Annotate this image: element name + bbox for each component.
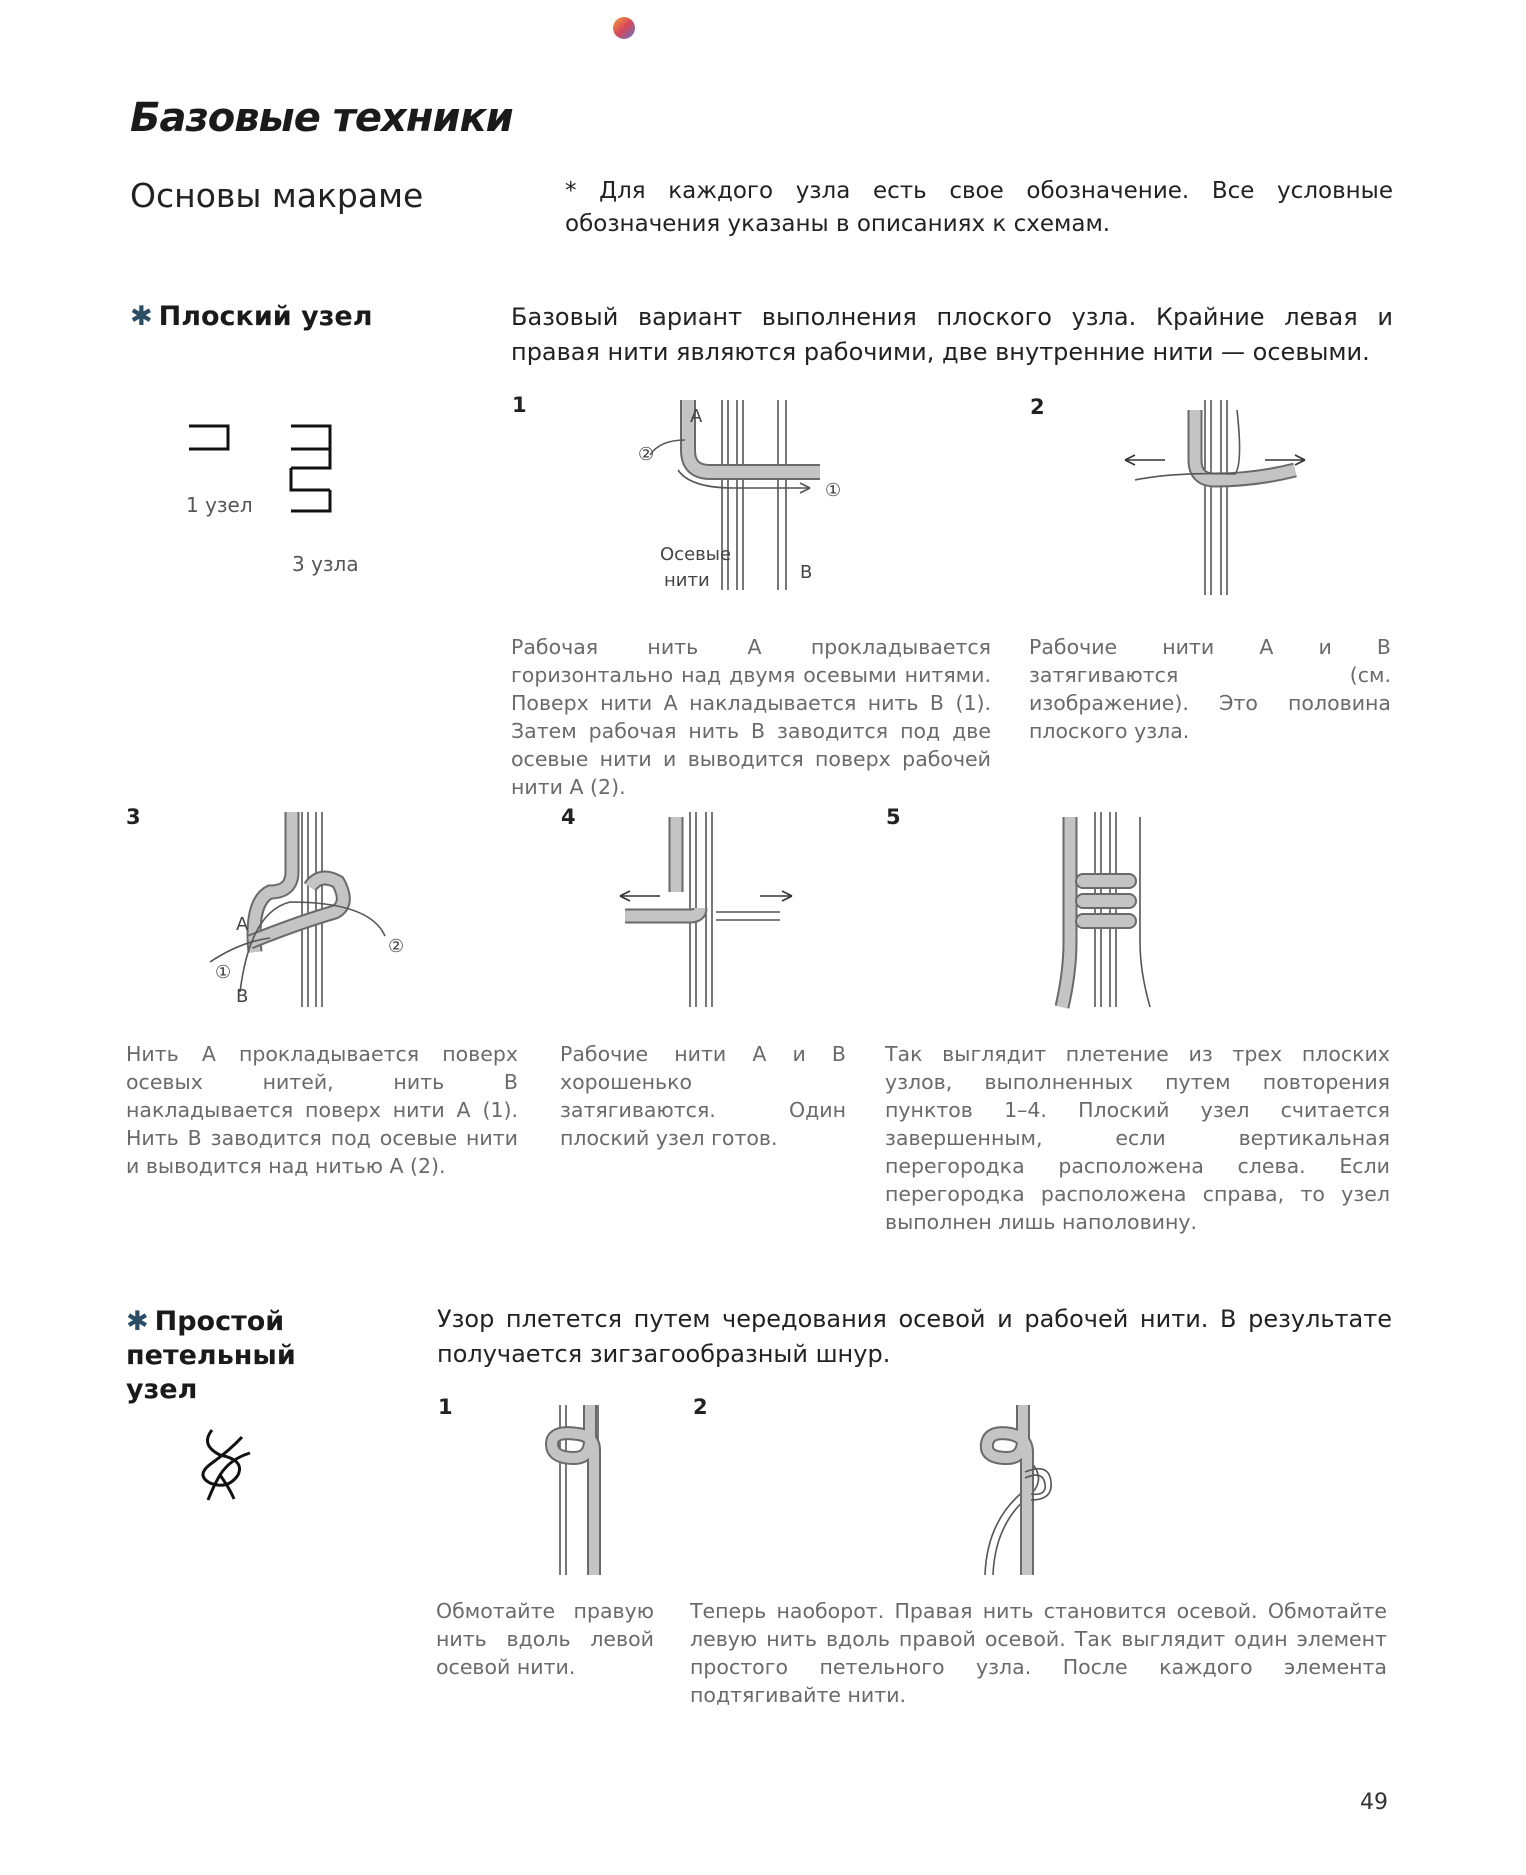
half-hitch-intro: Узор плетется путем чередования осевой и рабочей нити. В результате получается зигзагообразный шнур. bbox=[437, 1305, 1392, 1368]
step-number: 1 bbox=[438, 1395, 453, 1419]
flat-knot-step2-diagram bbox=[1125, 400, 1325, 600]
step3-caption: Нить А прокладывается поверх осевых нитей, нить В накладывается поверх нити А (1). Нить В заводится под осевые нити и выводится над нитью А (2). bbox=[126, 1042, 518, 1178]
page-number: 49 bbox=[1360, 1790, 1388, 1815]
step5-caption: Так выглядит плетение из трех плоских узлов, выполненных путем повторения пунктов 1–4. Плоский узел считается завершенным, если вертикальная перегородка расположена слева. Если перегородка расположена справа, то узел выполнен лишь наполовину. bbox=[885, 1042, 1390, 1234]
step-number: 5 bbox=[886, 805, 901, 829]
subtitle: Основы макраме bbox=[130, 176, 424, 215]
mark-1: ① bbox=[825, 480, 842, 501]
symbol-three-label: 3 узла bbox=[292, 552, 359, 576]
flat-knot-intro: Базовый вариант выполнения плоского узла. Крайние левая и правая нити являются рабочими, две внутренние нити — осевыми. bbox=[511, 303, 1393, 366]
step-number: 3 bbox=[126, 805, 141, 829]
flat-knot-step3-diagram bbox=[210, 812, 430, 1012]
symbols-note: * Для каждого узла есть свое обозначение. Все условные обозначения указаны в описаниях к схемам. bbox=[565, 178, 1393, 237]
half-hitch-step2-caption: Теперь наоборот. Правая нить становится осевой. Обмотайте левую нить вдоль правой осевой. Так выглядит один элемент простого петельного узла. После каждого элемента подтягивайте нити. bbox=[690, 1599, 1387, 1707]
half-hitch-step2-diagram bbox=[965, 1400, 1075, 1580]
step-number: 1 bbox=[512, 393, 527, 417]
half-hitch-step1-caption: Обмотайте правую нить вдоль левой осевой нити. bbox=[436, 1599, 654, 1679]
step-number: 2 bbox=[1030, 395, 1045, 419]
page-title: Базовые техники bbox=[130, 95, 513, 141]
star-icon: ✱ bbox=[126, 1306, 149, 1337]
mark-2: ② bbox=[638, 444, 655, 465]
flat-knot-step4-diagram bbox=[620, 812, 800, 1012]
flat-knot-title: ✱ Плоский узел bbox=[130, 301, 373, 332]
half-hitch-title: ✱ Простой петельный узел bbox=[126, 1306, 296, 1405]
label-a: А bbox=[690, 406, 703, 427]
mark-2: ② bbox=[388, 936, 405, 957]
color-dot-icon bbox=[612, 16, 636, 40]
symbol-one-label: 1 узел bbox=[186, 493, 253, 517]
flat-knot-step1-diagram bbox=[630, 400, 870, 600]
label-b: В bbox=[236, 986, 249, 1007]
star-icon: ✱ bbox=[130, 301, 153, 332]
step2-caption: Рабочие нити А и В затягиваются (см. изображение). Это половина плоского узла. bbox=[1029, 635, 1391, 743]
label-axial: Осевые bbox=[660, 544, 732, 565]
step4-caption: Рабочие нити А и В хорошенько затягиваются. Один плоский узел готов. bbox=[560, 1042, 846, 1150]
label-a: А bbox=[236, 914, 249, 935]
half-hitch-symbol-icon bbox=[190, 1425, 260, 1505]
flat-knot-step5-diagram bbox=[1040, 812, 1180, 1012]
label-threads: нити bbox=[664, 570, 710, 591]
step-number: 4 bbox=[561, 805, 576, 829]
mark-1: ① bbox=[215, 962, 232, 983]
half-hitch-step1-diagram bbox=[530, 1400, 640, 1580]
step1-caption: Рабочая нить А прокладывается горизонтально над двумя осевыми нитями. Поверх нити А накладывается нить В (1). Затем рабочая нить В заводится под две осевые нити и выводится поверх рабочей нити А (2). bbox=[511, 635, 991, 799]
label-b: В bbox=[800, 562, 813, 583]
step-number: 2 bbox=[693, 1395, 708, 1419]
